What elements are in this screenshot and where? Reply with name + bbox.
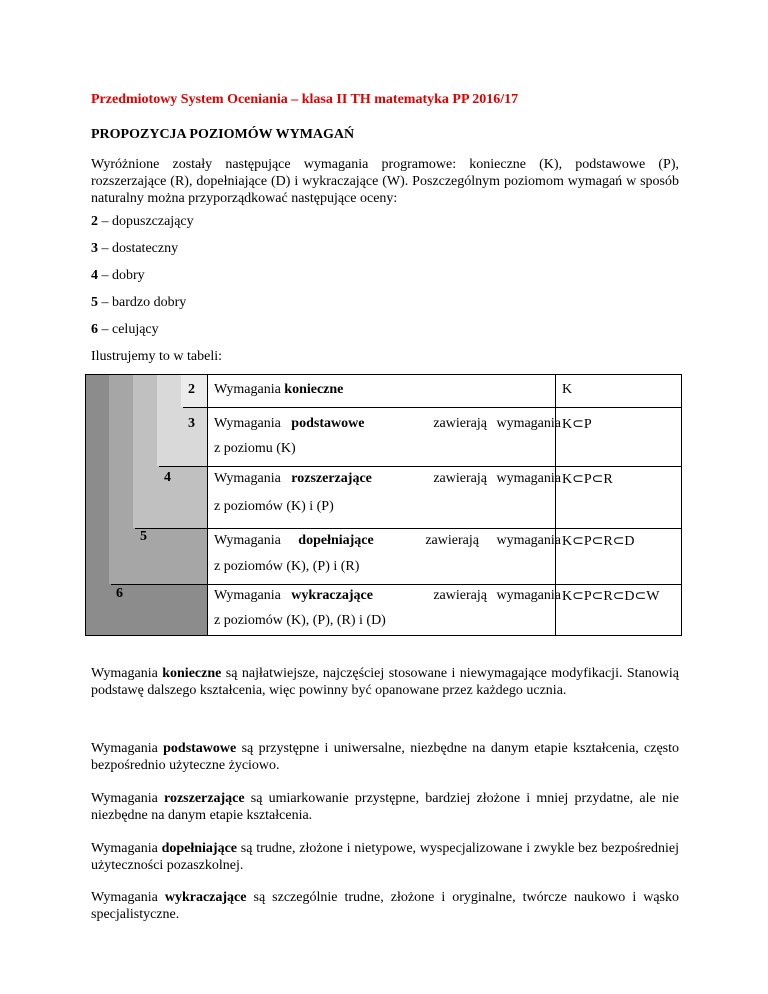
desc-rest: są umiarkowanie przystępne, bardziej złożone i mniej przydatne, ale nie niezbędne na danym etapie kształcenia.: [91, 791, 679, 823]
grade-item: [91, 322, 159, 338]
row-symbol: K⊂P⊂R⊂D⊂W: [562, 589, 660, 604]
document-title: Przedmiotowy System Oceniania – klasa II TH matematyka PP 2016/17: [91, 92, 519, 107]
intro-paragraph: Wyróżnione zostały następujące wymagania programowe: konieczne (K), podstawowe (P), rozszerzające (R), dopełniające (D) i wykraczające (W). Poszczególnym poziomom wymagań w sposób naturalny można przyporządkować następujące oceny:: [91, 157, 679, 206]
row-bold: rozszerzające: [291, 471, 372, 486]
desc-bold: konieczne: [162, 666, 222, 681]
desc-bold: dopełniające: [161, 841, 238, 856]
row-prefix: Wymagania: [214, 533, 285, 548]
row-symbol: K⊂P⊂R: [562, 472, 613, 487]
grade-label: – dobry: [98, 268, 145, 283]
grade-item: [91, 295, 186, 311]
row-relation: zawierają wymagania: [433, 588, 561, 603]
desc-bold: podstawowe: [163, 741, 237, 756]
level-label-4: 4: [164, 470, 171, 485]
level-label-3: 3: [188, 416, 195, 431]
grade-item: [91, 268, 145, 284]
grade-label: – dopuszczający: [98, 214, 194, 229]
row-divider: [159, 466, 682, 467]
grade-number: 5: [91, 295, 98, 310]
desc-rest: są przystępne i uniwersalne, niezbędne na danym etapie kształcenia, często bezpośrednio użyteczne życiowo.: [91, 741, 680, 773]
row-sub: z poziomów (K), (P), (R) i (D): [214, 613, 386, 628]
row-text: [214, 588, 373, 604]
row-relation: zawierają wymagania: [433, 416, 561, 431]
description-paragraph: [91, 740, 679, 774]
row-text: [214, 382, 343, 398]
description-paragraph: [91, 790, 679, 824]
grade-item: [91, 214, 194, 230]
row-bold: wykraczające: [291, 588, 373, 603]
description-paragraph: [91, 665, 679, 699]
grade-item: [91, 241, 178, 257]
description-paragraph: [91, 840, 679, 874]
row-bold: dopełniające: [298, 533, 374, 548]
row-text: [214, 416, 364, 432]
row-sub: z poziomów (K), (P) i (R): [214, 559, 360, 574]
illustrate-caption: Ilustrujemy to w tabeli:: [91, 349, 223, 364]
row-sub: z poziomu (K): [214, 441, 296, 456]
grade-number: 2: [91, 214, 98, 229]
table-left-border: [207, 374, 208, 636]
level-label-6: 6: [116, 586, 123, 601]
desc-rest: są najłatwiejsze, najczęściej stosowane i niewymagające modyfikacji. Stanowią podstawę dalszego kształcenia, więc powinny być opanowane przez każdego ucznia.: [91, 666, 679, 698]
section-title: PROPOZYCJA POZIOMÓW WYMAGAŃ: [91, 127, 355, 142]
row-prefix: Wymagania: [214, 416, 285, 431]
row-prefix: Wymagania: [214, 471, 285, 486]
row-divider: [111, 584, 682, 585]
row-divider: [135, 528, 682, 529]
desc-prefix: Wymagania: [91, 890, 165, 905]
row-relation: zawierają wymagania: [425, 533, 561, 548]
desc-rest: są trudne, złożone i nietypowe, wyspecjalizowane i zwykle bez bezpośredniej użyteczności pozaszkolnej.: [91, 841, 680, 873]
grade-number: 6: [91, 322, 98, 337]
row-prefix: Wymagania: [214, 588, 285, 603]
grade-label: – dostateczny: [98, 241, 179, 256]
row-divider: [183, 407, 682, 408]
desc-prefix: Wymagania: [91, 666, 163, 681]
desc-bold: rozszerzające: [164, 791, 245, 806]
row-bold: konieczne: [284, 382, 344, 397]
row-symbol: K⊂P: [562, 417, 592, 432]
row-prefix: Wymagania: [214, 382, 285, 397]
grade-number: 4: [91, 268, 98, 283]
desc-prefix: Wymagania: [91, 791, 164, 806]
description-paragraph: [91, 889, 679, 923]
level-staircase: [85, 374, 207, 636]
grade-number: 3: [91, 241, 98, 256]
desc-prefix: Wymagania: [91, 841, 162, 856]
desc-bold: wykraczające: [164, 890, 247, 905]
row-symbol: K: [562, 382, 573, 397]
grade-label: – bardzo dobry: [98, 295, 187, 310]
level-label-2: 2: [188, 382, 195, 397]
row-text: [214, 471, 372, 487]
desc-prefix: Wymagania: [91, 741, 164, 756]
row-symbol: K⊂P⊂R⊂D: [562, 534, 635, 549]
desc-rest: są szczególnie trudne, złożone i oryginalne, twórcze naukowo i wąsko specjalistyczne.: [91, 890, 680, 922]
grade-label: – celujący: [98, 322, 159, 337]
row-sub: z poziomów (K) i (P): [214, 499, 334, 514]
row-bold: podstawowe: [291, 416, 365, 431]
row-relation: zawierają wymagania: [433, 471, 561, 486]
level-label-5: 5: [140, 529, 147, 544]
row-text: [214, 533, 374, 549]
